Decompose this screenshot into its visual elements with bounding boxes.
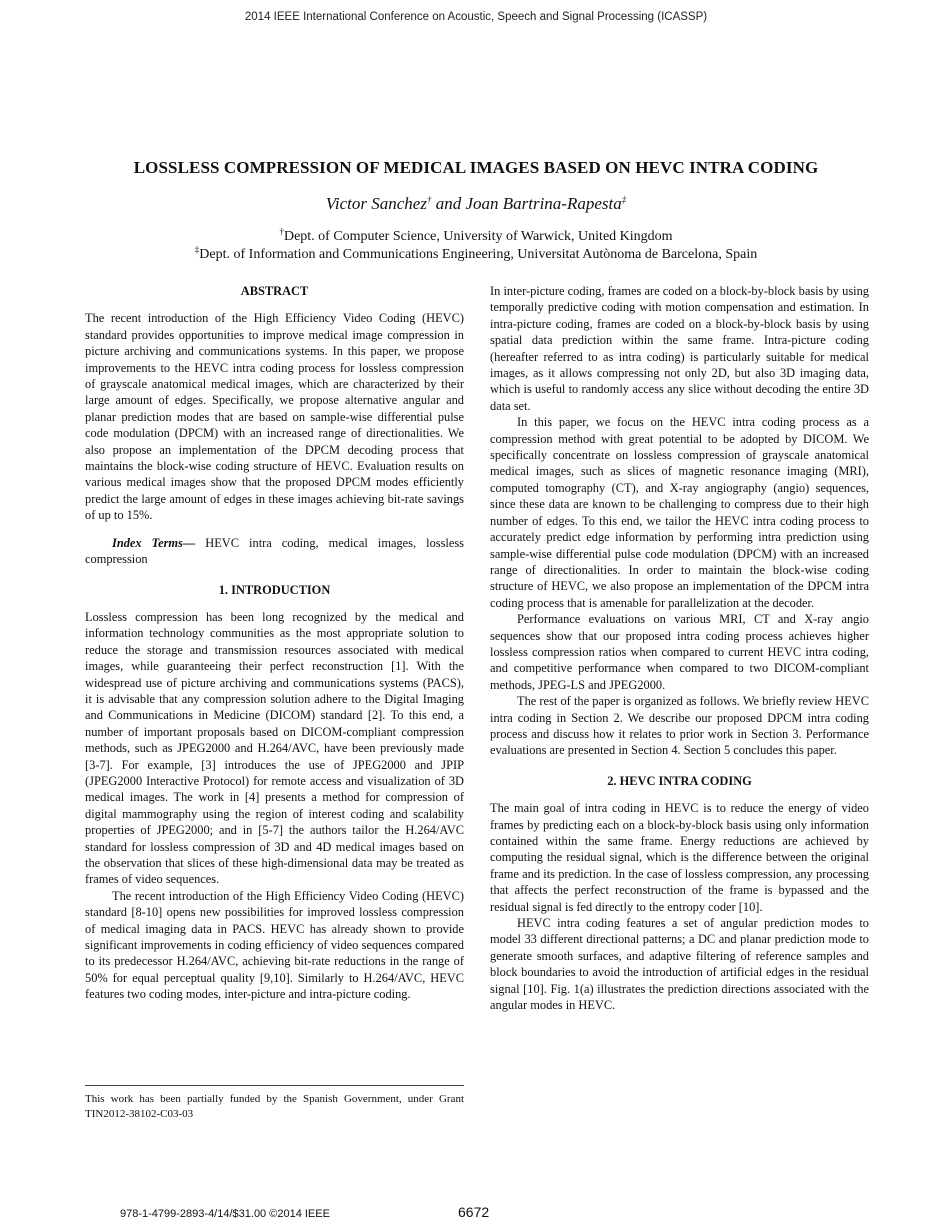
affiliation-1-mark: † [279,226,284,237]
left-column [85,283,464,1003]
right-column [490,283,869,1013]
section-1-paragraph: Performance evaluations on various MRI, CT and X-ray angio sequences show that our proposed intra coding process achieves higher lossless compression ratios when compared to current HEVC intra coding, and competitive performance when compared to two DICOM-compliant methods, JPEG-LS and JPEG2000. [490,612,869,692]
author-line [0,194,952,214]
index-terms-label: Index Terms— [112,535,196,550]
conference-header: 2014 IEEE International Conference on Acoustic, Speech and Signal Processing (ICASSP) [244,11,708,23]
affiliation-2-text: Dept. of Information and Communications Engineering, Universitat Autònoma de Barcelona, Spain [199,247,758,262]
author-connector: and [431,194,466,213]
index-terms-text: HEVC intra coding, medical images, lossless compression [85,535,464,567]
author-1: Victor Sanchez [325,194,427,213]
section-1-paragraph: In this paper, we focus on the HEVC intra coding process as a compression method with great potential to be adopted by DICOM. We specifically concentrate on lossless compression of grayscale anatomical medical images, such as slices of magnetic resonance imaging (MRI), computed tomography (CT), and X-ray angiography (angio) sequences, since these data are known to be challenging to compress due to their high number of edges. To this end, we tailor the HEVC intra coding process to accurately predict edge information by performing intra prediction using sample-wise differential pulse code modulation (DPCM) with an increased range of directionalities. In order to maintain the block-wise coding structure of HEVC, we also propose an implementation of the DPCM intra coding process that is amenable for parallelization at the decoder. [490,415,869,610]
section-1-paragraph: Lossless compression has been long recognized by the medical and information technology communities as the most appropriate solution to reduce the storage and transmission resources associated with medical images, while guaranteeing their perfect reconstruction [1]. With the widespread use of picture archiving and communications systems (PACS), it is advisable that any compression solution adhere to the Digital Imaging and Communications in Medicine (DICOM) standard [2]. To this end, a number of important proposals based on DICOM-compliant compression methods, such as JPEG2000 and H.264/AVC, have been previously made [3-7]. For example, [3] introduces the use of JPEG2000 and JPIP (JPEG2000 Interactive Protocol) for remote access and visualization of 3D medical images. The work in [4] presents a method for compression of digital mammography using the region of interest coding and scalability properties of JPEG2000; and in [5-7] the authors tailor the H.264/AVC standard for lossless compression of 3D and 4D medical images based on the observation that slices of these high-dimensional data may be treated as frames of video sequences. [85,609,464,887]
section-1-paragraph: In inter-picture coding, frames are coded on a block-by-block basis by using temporally predictive coding with motion compensation and estimation. In intra-picture coding, frames are coded on a block-by-block basis by using spatial data prediction within the same frame. Intra-picture coding (hereafter referred to as intra coding) is particularly suitable for medical images, as it allows compressing not only 2D, but also 3D imaging data, which is useful to randomly access any slice without decoding the entire 3D data set. [490,284,869,413]
section-1-paragraph: The rest of the paper is organized as follows. We briefly review HEVC intra coding in Section 2. We describe our proposed DPCM intra coding process and discuss how it relates to prior work in Section 3. Performance evaluations are presented in Section 4. Section 5 concludes this paper. [490,694,869,758]
abstract-body: The recent introduction of the High Efficiency Video Coding (HEVC) standard provides opportunities to improve medical image compression in picture archiving and communications systems. In this paper, we propose improvements to the HEVC intra coding process for lossless compression of grayscale anatomical medical images, which are characterized by their large amount of edges. Specifically, we propose alternative angular and planar prediction modes that are based on sample-wise differential pulse code modulation (DPCM) with an increased range of directionalities. We also propose an implementation of the DPCM decoding process that maintains the block-wise coding structure of HEVC. Evaluation results on various medical images show that the proposed DPCM modes efficiently predict the large amount of edges in these images achieving bit-rate savings of up to 15%. [85,311,464,523]
section-2-paragraph: HEVC intra coding features a set of angular prediction modes to model 33 different directional patterns; a DC and planar prediction mode to generate smooth surfaces, and adaptive filtering of reference samples and block boundaries to avoid the introduction of artificial edges in the residual signal [10]. Fig. 1(a) illustrates the prediction directions associated with the angular modes in HEVC. [490,916,869,1013]
author-2-mark: ‡ [621,194,627,205]
author-1-mark: † [426,194,432,205]
section-2-paragraph: The main goal of intra coding in HEVC is to reduce the energy of video frames by predicting each on a block-by-block basis using only information contained within the same frame. Energy reductions are achieved by computing the residual signal, which is the difference between the original frame and its prediction. In the case of lossless compression, any processing that affects the perfect reconstruction of the frame is bypassed and the residual signal is fed directly to the entropy coder [10]. [490,801,869,914]
index-terms [85,535,464,568]
affiliation-1-text: Dept. of Computer Science, University of Warwick, United Kingdom [283,229,673,244]
affiliation-1 [0,226,952,245]
page-number: 6672 [458,1204,490,1220]
section-2-heading: 2. HEVC INTRA CODING [607,773,752,788]
footer-isbn: 978-1-4799-2893-4/14/$31.00 ©2014 IEEE [120,1208,330,1220]
funding-footnote: This work has been partially funded by the Spanish Government, under Grant TIN2012-38102-C03-03 [85,1093,464,1120]
section-1-heading: 1. INTRODUCTION [218,582,331,597]
paper-title: LOSSLESS COMPRESSION OF MEDICAL IMAGES BASED ON HEVC INTRA CODING [133,158,819,177]
footnote-divider [85,1085,464,1086]
affiliation-2 [0,244,952,263]
abstract-heading: ABSTRACT [240,284,309,298]
section-1-paragraph: The recent introduction of the High Efficiency Video Coding (HEVC) standard [8-10] opens new possibilities for improved lossless compression of medical imaging data in PACS. HEVC has already shown to provide significant improvements in coding efficiency of video sequences compared to its predecessor H.264/AVC, achieving bit-rate reductions in the range of 50% for equal perceptual quality [9,10]. Similarly to H.264/AVC, HEVC features two coding modes, inter-picture and intra-picture coding. [85,888,464,1002]
affiliation-2-mark: ‡ [194,244,200,255]
author-2: Joan Bartrina-Rapesta [465,194,622,213]
